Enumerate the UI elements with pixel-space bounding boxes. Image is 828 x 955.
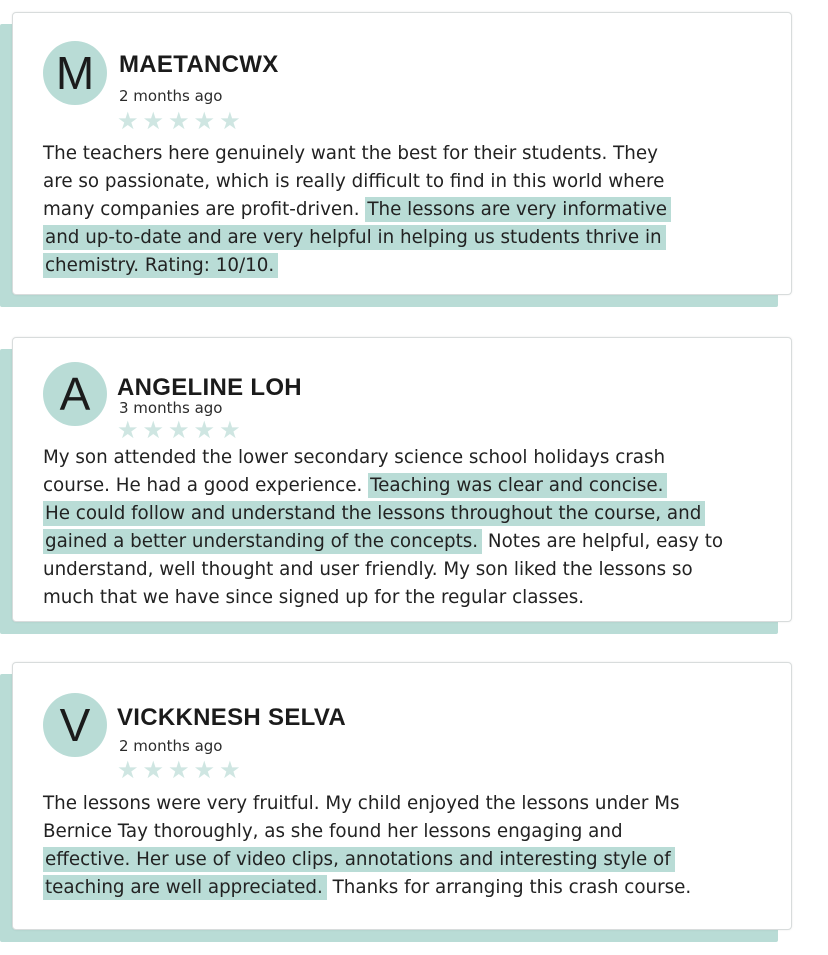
review-text-segment: Notes are helpful, easy to xyxy=(482,531,724,552)
highlighted-text: effective. Her use of video clips, annotations and interesting style of xyxy=(43,847,675,872)
highlighted-text: He could follow and understand the lessons throughout the course, and xyxy=(43,501,705,526)
avatar: V xyxy=(43,693,107,757)
star-icon: ★ xyxy=(168,416,190,444)
highlighted-text: chemistry. Rating: 10/10. xyxy=(43,253,278,278)
review-text-segment: Bernice Tay thoroughly, as she found her lessons engaging and xyxy=(43,821,623,842)
review-date: 2 months ago xyxy=(119,737,223,755)
review-text xyxy=(43,444,723,612)
star-icon: ★ xyxy=(117,756,139,784)
review-text-segment: My son attended the lower secondary science school holidays crash xyxy=(43,447,666,468)
review-text-line xyxy=(43,168,671,196)
review-text-segment: course. He had a good experience. xyxy=(43,475,369,496)
avatar: M xyxy=(43,41,107,105)
highlighted-text: gained a better understanding of the concepts. xyxy=(43,529,482,554)
review-text-line xyxy=(43,472,723,500)
review-text-line xyxy=(43,140,671,168)
highlighted-text: The lessons are very informative xyxy=(365,197,671,222)
star-icon: ★ xyxy=(142,756,165,784)
highlighted-text: and up-to-date and are very helpful in helping us students thrive in xyxy=(43,225,666,250)
review-text-line xyxy=(43,196,671,224)
star-icon: ★ xyxy=(142,416,165,444)
highlighted-text: teaching are well appreciated. xyxy=(43,875,327,900)
reviewer-name: VICKKNESH SELVA xyxy=(117,704,346,731)
star-icon: ★ xyxy=(193,416,216,444)
review-text-line xyxy=(43,818,691,846)
review-text-segment: are so passionate, which is really difficult to find in this world where xyxy=(43,171,665,192)
star-icon: ★ xyxy=(193,756,216,784)
review-text-segment: much that we have since signed up for the regular classes. xyxy=(43,587,585,608)
review-text xyxy=(43,790,691,902)
review-text-line xyxy=(43,874,691,902)
review-text-line xyxy=(43,528,723,556)
review-text-segment: Thanks for arranging this crash course. xyxy=(326,877,692,898)
review-text-segment: many companies are profit-driven. xyxy=(43,199,366,220)
avatar: A xyxy=(43,362,107,426)
review-card xyxy=(0,662,792,942)
review-text-line xyxy=(43,224,671,252)
star-icon: ★ xyxy=(168,756,190,784)
star-icon: ★ xyxy=(117,107,139,135)
review-date: 3 months ago xyxy=(119,399,223,417)
review-text-line xyxy=(43,790,691,818)
star-icon: ★ xyxy=(219,107,241,135)
review-text-line xyxy=(43,444,723,472)
review-card xyxy=(0,12,792,307)
review-card-body xyxy=(12,337,792,622)
review-card-body xyxy=(12,12,792,295)
review-text-segment: The teachers here genuinely want the best for their students. They xyxy=(43,143,658,164)
review-text-segment: understand, well thought and user friendly. My son liked the lessons so xyxy=(43,559,693,580)
star-icon: ★ xyxy=(219,416,241,444)
review-card-body xyxy=(12,662,792,930)
reviewer-name: MAETANCWX xyxy=(119,51,279,78)
highlighted-text: Teaching was clear and concise. xyxy=(368,473,667,498)
star-icon: ★ xyxy=(168,107,190,135)
review-date: 2 months ago xyxy=(119,87,223,105)
star-rating xyxy=(117,758,241,782)
review-text-segment: The lessons were very fruitful. My child enjoyed the lessons under Ms xyxy=(43,793,680,814)
star-icon: ★ xyxy=(142,107,165,135)
review-text-line xyxy=(43,252,671,280)
review-text-line xyxy=(43,846,691,874)
star-rating xyxy=(117,109,241,133)
star-rating xyxy=(117,418,241,442)
star-icon: ★ xyxy=(219,756,241,784)
review-text-line xyxy=(43,500,723,528)
review-text-line xyxy=(43,584,723,612)
review-text xyxy=(43,140,671,280)
star-icon: ★ xyxy=(193,107,216,135)
star-icon: ★ xyxy=(117,416,139,444)
review-card xyxy=(0,337,792,634)
reviewer-name: ANGELINE LOH xyxy=(117,374,302,401)
review-text-line xyxy=(43,556,723,584)
